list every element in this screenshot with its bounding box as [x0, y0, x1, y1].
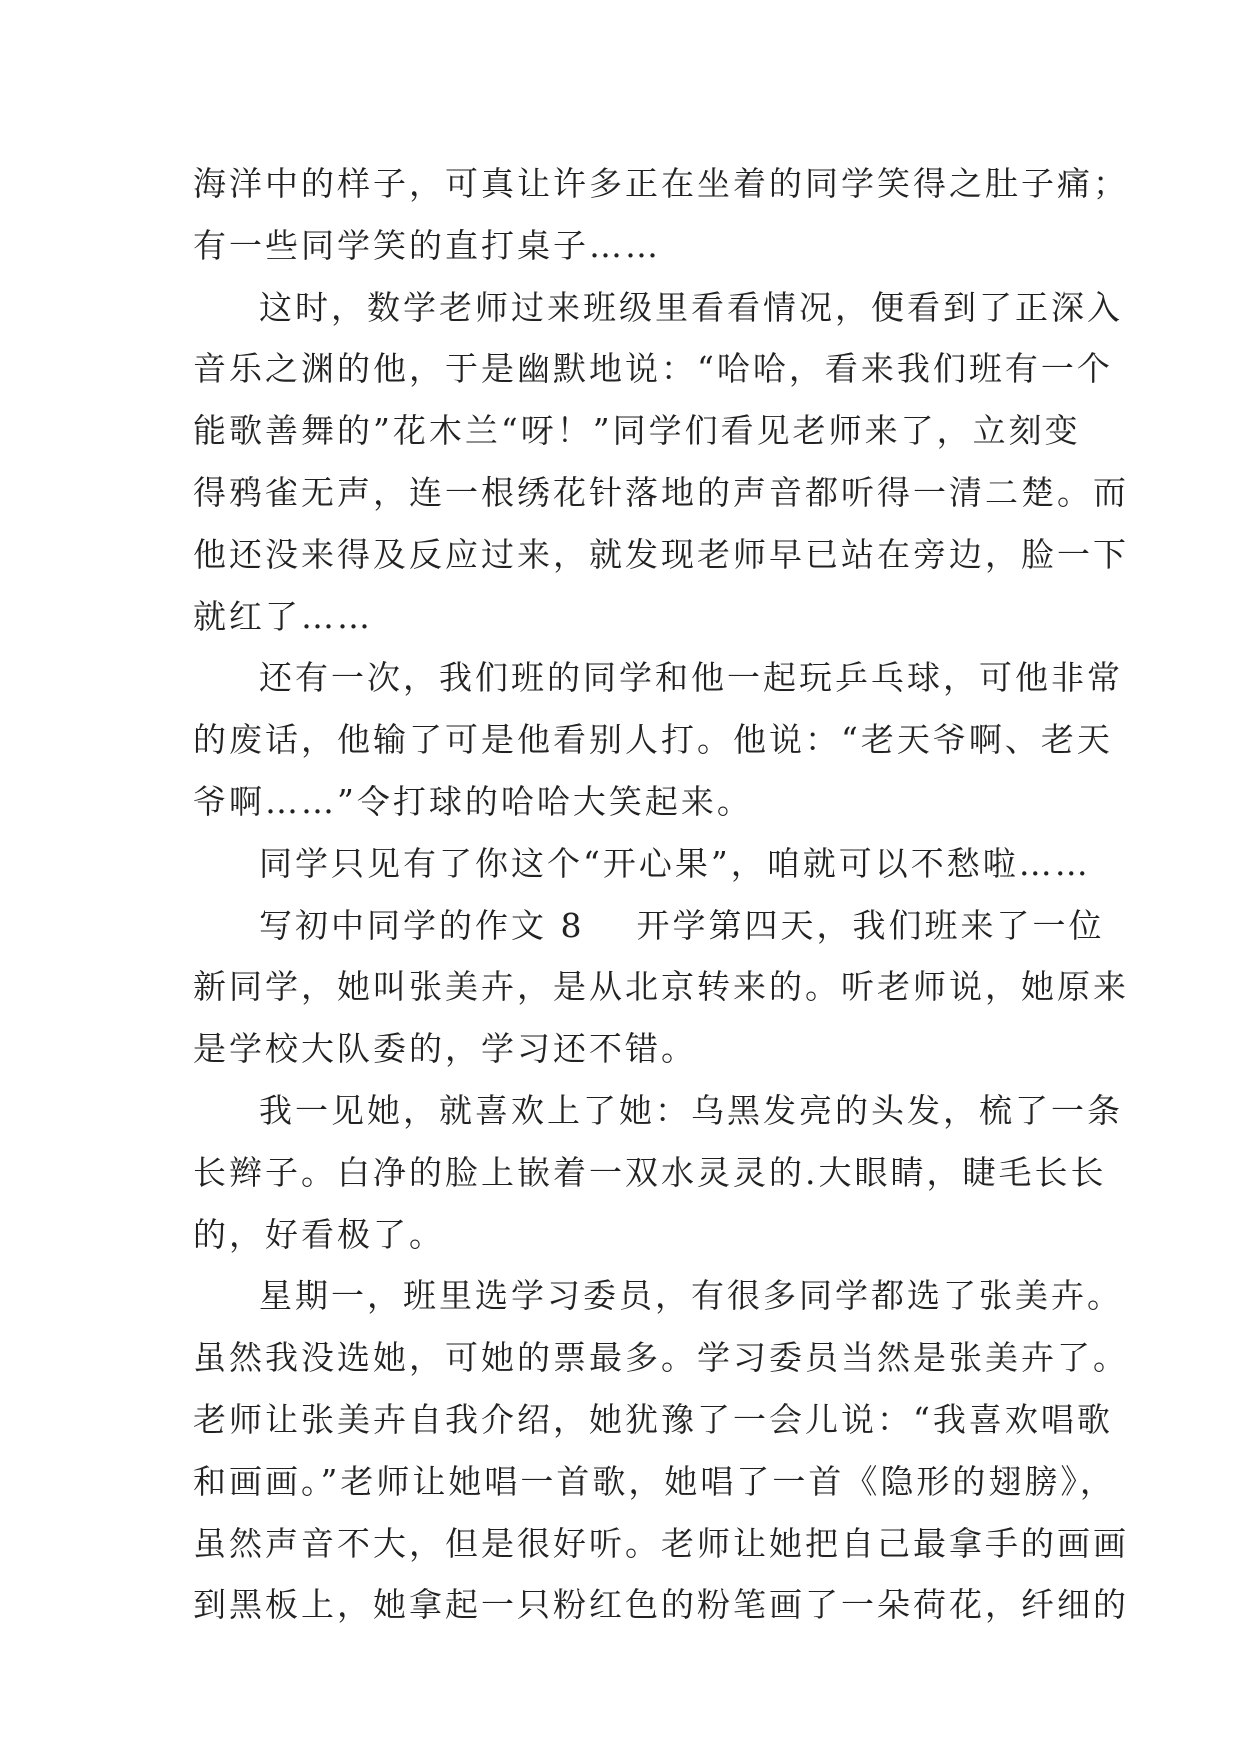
text-line-19: 星期一，班里选学习委员，有很多同学都选了张美卉。: [259, 1276, 1123, 1316]
text-line-23: 虽然声音不大，但是很好听。老师让她把自己最拿手的画画: [193, 1523, 1129, 1563]
text-line-13: [193, 895, 1105, 957]
text-line-20: 虽然我没选她，可她的票最多。学习委员当然是张美卉了。: [193, 1338, 1129, 1378]
text-line-15: 是学校大队委的，学习还不错。: [193, 1029, 697, 1069]
text-line-16: 我一见她，就喜欢上了她：乌黑发亮的头发，梳了一条: [259, 1090, 1123, 1130]
text-line-24: 到黑板上，她拿起一只粉红色的粉笔画了一朵荷花，纤细的: [193, 1585, 1129, 1625]
text-line-10: 的废话，他输了可是他看别人打。他说：“老天爷啊、老天: [193, 720, 1113, 760]
text-line-1: 海洋中的样子，可真让许多正在坐着的同学笑得之肚子痛；: [193, 164, 1129, 203]
body-text: [193, 153, 1129, 1636]
essay-opening: 开学第四天，我们班来了一位: [636, 905, 1105, 945]
text-line-11: 爷啊……”令打球的哈哈大笑起来。: [193, 781, 753, 821]
text-line-4: 音乐之渊的他，于是幽默地说：“哈哈，看来我们班有一个: [193, 349, 1113, 389]
essay-heading: 写初中同学的作文 8: [259, 905, 585, 945]
text-line-12: 同学只见有了你这个“开心果”，咱就可以不愁啦……: [259, 843, 1091, 883]
text-line-17: 长辫子。白净的脸上嵌着一双水灵灵的.大眼睛，睫毛长长: [193, 1152, 1107, 1192]
text-line-8: 就红了……: [193, 596, 373, 636]
text-line-14: 新同学，她叫张美卉，是从北京转来的。听老师说，她原来: [193, 967, 1129, 1007]
text-line-6: 得鸦雀无声，连一根绣花针落地的声音都听得一清二楚。而: [193, 472, 1129, 512]
text-line-2: 有一些同学笑的直打桌子……: [193, 225, 661, 265]
text-line-3: 这时，数学老师过来班级里看看情况，便看到了正深入: [259, 287, 1123, 327]
text-line-18: 的，好看极了。: [193, 1214, 445, 1254]
text-line-5: 能歌善舞的”花木兰“呀！”同学们看见老师来了，立刻变: [193, 411, 1081, 451]
text-line-22: 和画画。”老师让她唱一首歌，她唱了一首《隐形的翅膀》，: [193, 1461, 1116, 1501]
text-line-21: 老师让张美卉自我介绍，她犹豫了一会儿说：“我喜欢唱歌: [193, 1399, 1113, 1439]
text-line-9: 还有一次，我们班的同学和他一起玩乒乓球，可他非常: [259, 658, 1123, 698]
text-line-7: 他还没来得及反应过来，就发现老师早已站在旁边，脸一下: [193, 534, 1129, 574]
